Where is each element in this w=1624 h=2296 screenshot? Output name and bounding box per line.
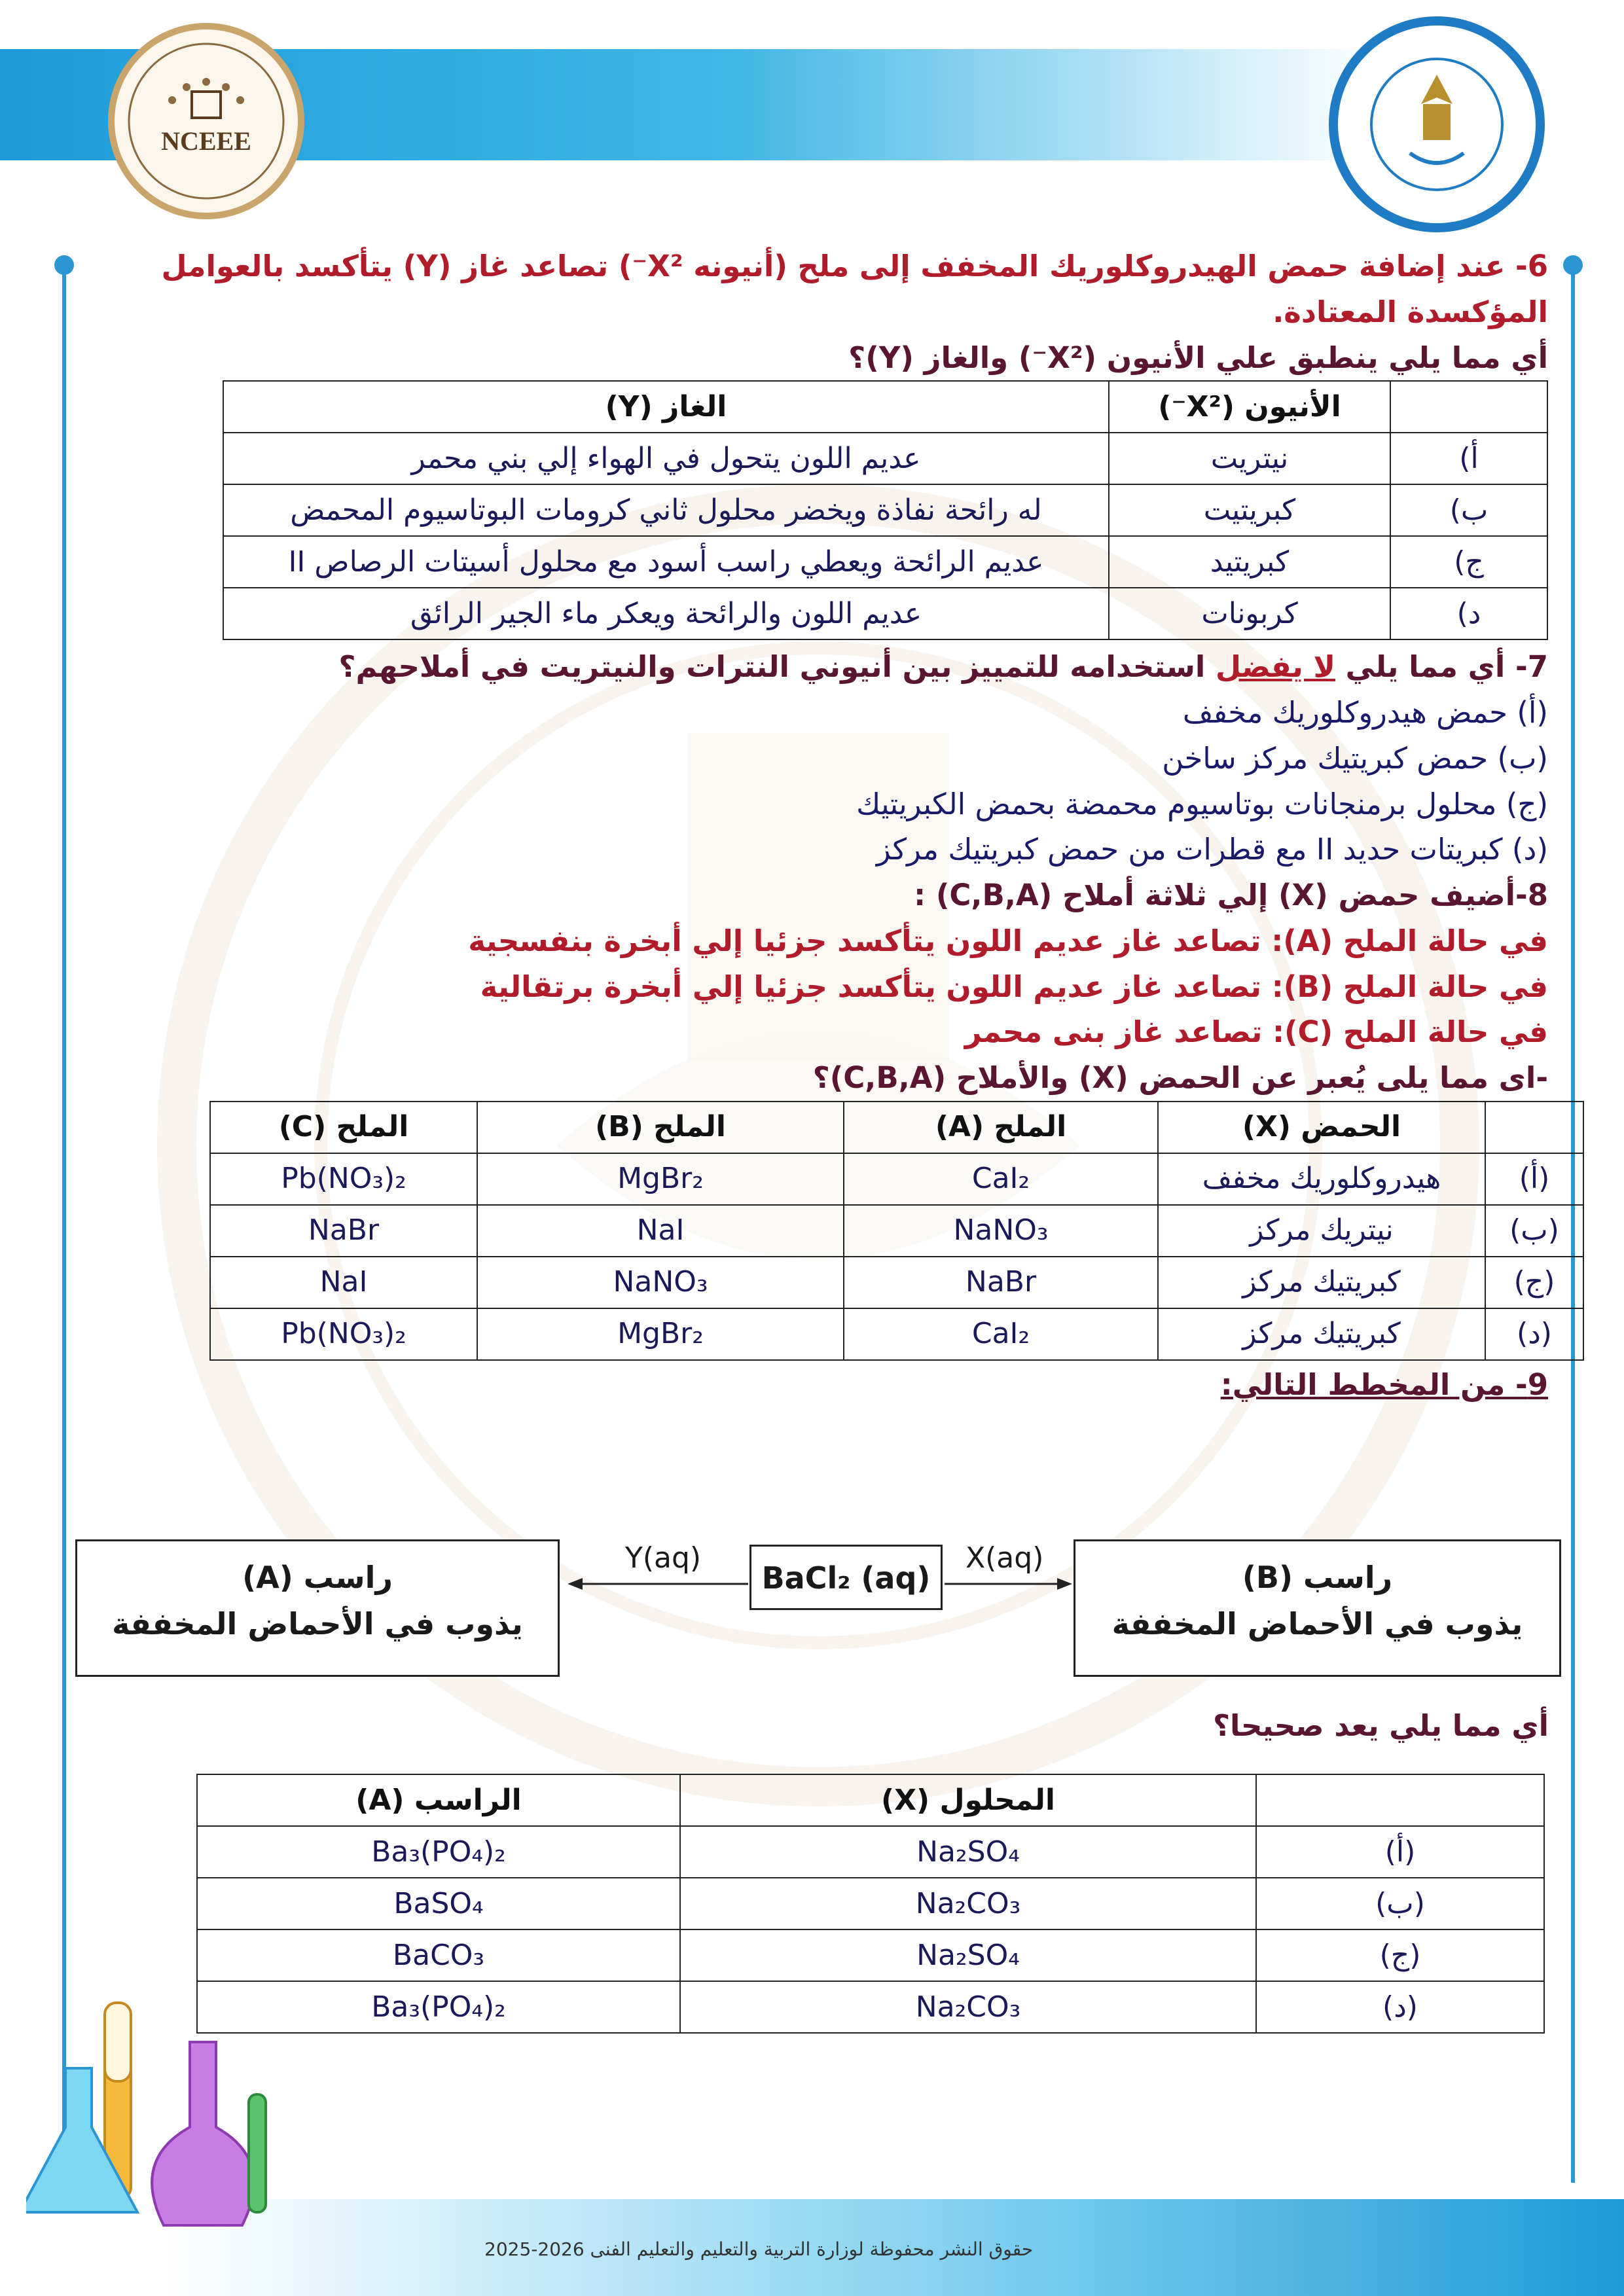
precipitate-cell: BaCO₃ — [197, 1929, 680, 1981]
q9-header-blank — [1256, 1774, 1544, 1826]
solution-cell: Na₂SO₄ — [680, 1929, 1256, 1981]
q8-header-salt-b: الملح (B) — [477, 1102, 844, 1153]
diagram-arrows — [75, 1532, 1561, 1682]
acid-cell: هيدروكلوريك مخفف — [1158, 1153, 1485, 1205]
table-row — [210, 1308, 1583, 1360]
copyright-footer: حقوق النشر محفوظة لوزارة التربية والتعليم والتعليم الفنى 2026-2025 — [484, 2238, 1034, 2260]
anion-cell: كبريتيد — [1109, 536, 1390, 588]
table-row — [197, 1981, 1544, 2033]
nceee-logo — [108, 23, 304, 219]
option-letter: (ب) — [1485, 1205, 1583, 1257]
precipitate-b-title: راسب (B) — [1242, 1560, 1393, 1595]
table-header-row — [197, 1774, 1544, 1826]
q8-case-a: في حالة الملح (A): تصاعد غاز عديم اللون يتأكسد جزئيا إلي أبخرة بنفسجية — [468, 923, 1548, 958]
table-row — [197, 1929, 1544, 1981]
q9-ask: أي مما يلي يعد صحيحا؟ — [1212, 1708, 1549, 1743]
acid-cell: نيتريك مركز — [1158, 1205, 1485, 1257]
bacl2-label: BaCl₂ (aq) — [761, 1560, 931, 1596]
table-row — [210, 1205, 1583, 1257]
option-letter: (ج) — [1256, 1929, 1544, 1981]
left-rail — [62, 265, 66, 2183]
q8-case-c: في حالة الملح (C): تصاعد غاز بنى محمر — [964, 1014, 1548, 1050]
q8-header-acid: الحمض (X) — [1158, 1102, 1485, 1153]
gas-cell: له رائحة نفاذة ويخضر محلول ثاني كرومات البوتاسيوم المحمض — [223, 484, 1109, 536]
lab-glassware-icon — [26, 1964, 314, 2251]
salt-b-cell: MgBr₂ — [477, 1153, 844, 1205]
solution-cell: Na₂SO₄ — [680, 1826, 1256, 1878]
q9-table — [196, 1774, 1545, 2034]
q6-header-blank — [1390, 381, 1547, 433]
table-row — [223, 588, 1547, 639]
salt-a-cell: NaBr — [844, 1257, 1158, 1308]
acid-cell: كبريتيك مركز — [1158, 1308, 1485, 1360]
precipitate-cell: Ba₃(PO₄)₂ — [197, 1826, 680, 1878]
q7-stem-end: استخدامه للتمييز بين أنيوني النترات والنيتريت في أملاحهم؟ — [338, 649, 1216, 685]
q8-header-salt-c: الملح (C) — [210, 1102, 477, 1153]
q6-header-anion: الأنيون (X²⁻) — [1109, 381, 1390, 433]
q9-header-solution: المحلول (X) — [680, 1774, 1256, 1826]
table-row — [210, 1153, 1583, 1205]
option-letter: (أ) — [1485, 1153, 1583, 1205]
q7-stem-start: 7- أي مما يلي — [1335, 649, 1548, 685]
salt-c-cell: NaI — [210, 1257, 477, 1308]
q7-option-c[interactable]: (ج) محلول برمنجانات بوتاسيوم محمضة بحمض الكبريتيك — [856, 786, 1548, 821]
q7-option-d[interactable]: (د) كبريتات حديد II مع قطرات من حمض كبريتيك مركز — [876, 832, 1548, 867]
q6-stem-line1: 6- عند إضافة حمض الهيدروكلوريك المخفف إلى ملح (أنيونه X²⁻) تصاعد غاز (Y) يتأكسد بالعوامل — [161, 249, 1548, 283]
salt-b-cell: MgBr₂ — [477, 1308, 844, 1360]
q8-stem: 8-أضيف حمض (X) إلي ثلاثة أملاح (C,B,A) : — [914, 878, 1548, 912]
option-letter: ب) — [1390, 484, 1547, 536]
nceee-logo-text: NCEEE — [161, 126, 251, 156]
solution-cell: Na₂CO₃ — [680, 1981, 1256, 2033]
arrow-label-x: X(aq) — [965, 1541, 1044, 1575]
table-row — [223, 433, 1547, 484]
q8-ask: -اى مما يلى يُعبر عن الحمض (X) والأملاح (C,B,A)؟ — [812, 1060, 1548, 1095]
q8-case-b: في حالة الملح (B): تصاعد غاز عديم اللون يتأكسد جزئيا إلي أبخرة برتقالية — [480, 969, 1548, 1004]
precipitate-a-note: يذوب في الأحماض المخففة — [112, 1606, 523, 1642]
table-row — [223, 484, 1547, 536]
anion-cell: كبريتيت — [1109, 484, 1390, 536]
precipitate-b-note: يذوب في الأحماض المخففة — [1111, 1606, 1523, 1642]
q7-stem — [75, 644, 1548, 690]
option-letter: (ب) — [1256, 1878, 1544, 1929]
q8-header-blank — [1485, 1102, 1583, 1153]
q6-header-gas: الغاز (Y) — [223, 381, 1109, 433]
acid-cell: كبريتيك مركز — [1158, 1257, 1485, 1308]
q9-stem: 9- من المخطط التالي: — [1220, 1367, 1548, 1402]
q7-stem-negation: لا يفضل — [1215, 649, 1335, 685]
table-header-row — [223, 381, 1547, 433]
precipitate-a-title: راسب (A) — [242, 1560, 393, 1595]
table-header-row — [210, 1102, 1583, 1153]
precipitate-cell: BaSO₄ — [197, 1878, 680, 1929]
right-rail-dot — [1563, 255, 1583, 275]
salt-c-cell: NaBr — [210, 1205, 477, 1257]
option-letter: (ج) — [1485, 1257, 1583, 1308]
salt-a-cell: CaI₂ — [844, 1153, 1158, 1205]
salt-a-cell: NaNO₃ — [844, 1205, 1158, 1257]
option-letter: أ) — [1390, 433, 1547, 484]
salt-b-cell: NaI — [477, 1205, 844, 1257]
q9-diagram — [75, 1532, 1561, 1682]
ministry-logo — [1329, 16, 1545, 232]
precipitate-cell: Ba₃(PO₄)₂ — [197, 1981, 680, 2033]
salt-c-cell: Pb(NO₃)₂ — [210, 1308, 477, 1360]
option-letter: د) — [1390, 588, 1547, 639]
option-letter: (د) — [1256, 1981, 1544, 2033]
gas-cell: عديم اللون والرائحة ويعكر ماء الجير الرائق — [223, 588, 1109, 639]
anion-cell: نيتريت — [1109, 433, 1390, 484]
solution-cell: Na₂CO₃ — [680, 1878, 1256, 1929]
q8-header-salt-a: الملح (A) — [844, 1102, 1158, 1153]
table-row — [210, 1257, 1583, 1308]
q6-table — [223, 380, 1548, 640]
salt-c-cell: Pb(NO₃)₂ — [210, 1153, 477, 1205]
q7-option-b[interactable]: (ب) حمض كبريتيك مركز ساخن — [1162, 740, 1548, 776]
anion-cell: كربونات — [1109, 588, 1390, 639]
option-letter: (أ) — [1256, 1826, 1544, 1878]
q7-option-a[interactable]: (أ) حمض هيدروكلوريك مخفف — [1182, 695, 1548, 730]
table-row — [223, 536, 1547, 588]
gas-cell: عديم اللون يتحول في الهواء إلي بني محمر — [223, 433, 1109, 484]
salt-a-cell: CaI₂ — [844, 1308, 1158, 1360]
left-rail-dot — [54, 255, 74, 275]
table-row — [197, 1878, 1544, 1929]
table-row — [197, 1826, 1544, 1878]
exam-content — [75, 243, 1559, 1408]
salt-b-cell: NaNO₃ — [477, 1257, 844, 1308]
q6-ask: أي مما يلي ينطبق علي الأنيون (X²⁻) والغاز (Y)؟ — [848, 340, 1548, 375]
q6-stem-line2: المؤكسدة المعتادة. — [1272, 294, 1548, 329]
q8-table — [209, 1101, 1584, 1361]
arrow-label-y: Y(aq) — [625, 1541, 702, 1575]
option-letter: ج) — [1390, 536, 1547, 588]
q9-header-precipitate: الراسب (A) — [197, 1774, 680, 1826]
gas-cell: عديم الرائحة ويعطي راسب أسود مع محلول أسيتات الرصاص II — [223, 536, 1109, 588]
option-letter: (د) — [1485, 1308, 1583, 1360]
